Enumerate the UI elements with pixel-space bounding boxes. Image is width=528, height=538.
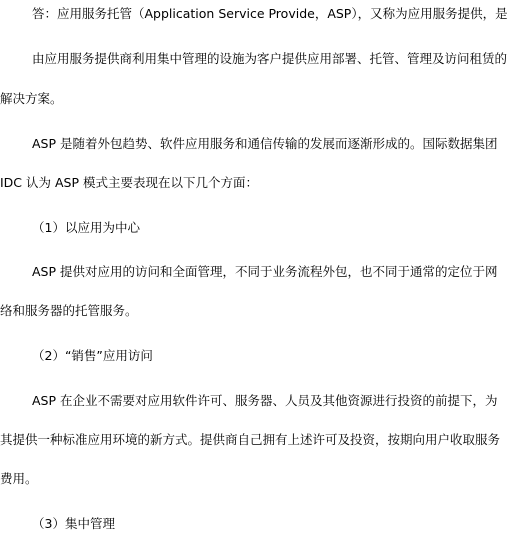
paragraph-line: IDC 认为 ASP 模式主要表现在以下几个方面： [0,175,258,190]
section-heading: （3）集中管理 [32,516,115,531]
paragraph-line: ASP 是随着外包趋势、软件应用服务和通信传输的发展而逐渐形成的。国际数据集团 [32,136,498,151]
paragraph-line: 答：应用服务托管（Application Service Provide，ASP），又称为应用服务提供，是 [32,6,508,21]
section-heading: （2）“销售”应用访问 [32,348,153,363]
paragraph-line: 费用。 [0,471,38,486]
paragraph-line: 络和服务器的托管服务。 [0,303,138,318]
paragraph-line: ASP 提供对应用的访问和全面管理，不同于业务流程外包，也不同于通常的定位于网 [32,264,498,279]
paragraph-line: 由应用服务提供商利用集中管理的设施为客户提供应用部署、托管、管理及访问租赁的 [32,51,508,66]
paragraph-line: ASP 在企业不需要对应用软件许可、服务器、人员及其他资源进行投资的前提下，为 [32,393,498,408]
paragraph-line: 解决方案。 [0,91,63,106]
paragraph-line: 其提供一种标准应用环境的新方式。提供商自己拥有上述许可及投资，按期向用户收取服务 [0,432,501,447]
section-heading: （1）以应用为中心 [32,220,140,235]
